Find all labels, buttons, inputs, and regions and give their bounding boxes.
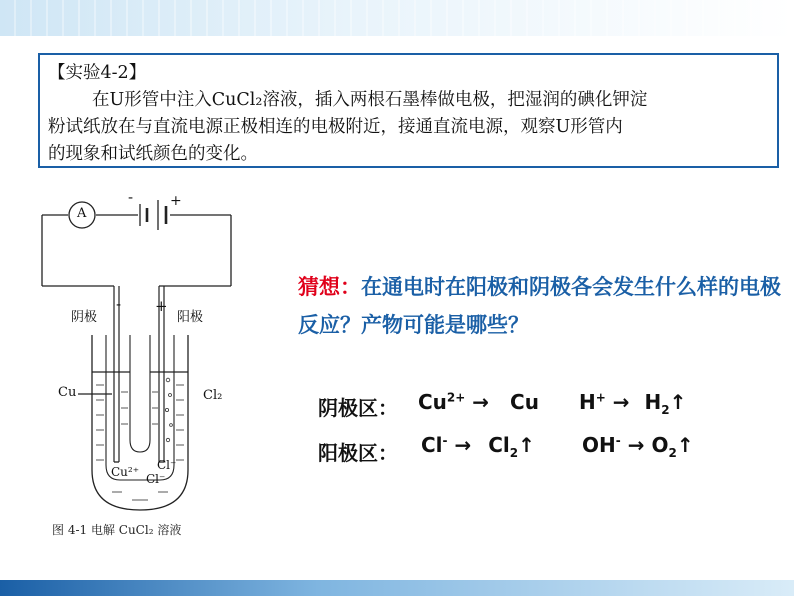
cathode-r2-charge: + (595, 390, 606, 405)
cathode-label: 阴极 (71, 310, 98, 325)
cathode-r2-gas: ↑ (669, 390, 687, 414)
cathode-r1-left: Cu (418, 390, 447, 414)
anode-r1-right: Cl (488, 433, 510, 457)
cathode-r2-left: H (579, 390, 596, 414)
experiment-line-1 (48, 87, 769, 114)
hypothesis-label: 猜想： (298, 275, 361, 299)
anode-r1-sub: 2 (509, 446, 519, 460)
u-tube-outer (92, 335, 188, 510)
anode-r1-gas: ↑ (518, 433, 535, 457)
anode-region-label: 阳极区： (318, 441, 398, 465)
experiment-line-1-text: 在U形管中注入CuCl₂溶液，插入两根石墨棒做电极，把湿润的碘化钾淀 (92, 90, 648, 110)
anode-label: 阳极 (177, 310, 204, 325)
anode-reaction-1 (421, 433, 535, 460)
cathode-reaction-2 (579, 390, 686, 417)
cathode-r1-right: Cu (510, 390, 539, 414)
anode-r1-left: Cl (421, 433, 443, 457)
experiment-line-2: 粉试纸放在与直流电源正极相连的电极附近，接通直流电源，观察U形管内 (48, 117, 623, 137)
cathode-r1-charge: 2+ (446, 390, 466, 405)
cathode-r2-right: H (644, 390, 662, 414)
solution-hatching (96, 385, 184, 500)
anode-reaction-2 (582, 433, 694, 460)
anode-r2-charge: - (615, 433, 621, 448)
ion-cl-label-a: Cl⁻ (157, 458, 177, 472)
anode-r2-sub: 2 (668, 446, 677, 460)
cathode-r2-sub: 2 (661, 403, 670, 417)
anode-r1-charge: - (442, 433, 448, 448)
cathode-region-label: 阴极区： (318, 396, 398, 420)
gas-bubbles (165, 378, 172, 441)
hypothesis-text: 在通电时在阳极和阴极各会发生什么样的电极反应？产物可能是哪些？ (298, 275, 781, 337)
ammeter-label: A (77, 206, 87, 221)
cathode-sign: - (116, 295, 122, 313)
ion-cl-label-b: Cl⁻ (146, 472, 166, 486)
figure-caption: 图 4-1 电解 CuCl₂ 溶液 (52, 523, 182, 537)
anode-r1-arrow: → (454, 433, 472, 457)
anode-sign: + (155, 297, 168, 315)
experiment-title: 【实验4-2】 (48, 63, 147, 83)
anode-r2-gas: ↑ (676, 433, 694, 457)
experiment-box (38, 53, 779, 168)
anode-r2-right: O (651, 433, 669, 457)
anode-r2-left: OH (582, 433, 616, 457)
battery-minus-label: - (128, 188, 134, 206)
cathode-r1-arrow: → (472, 390, 490, 414)
cathode-reaction-1 (418, 390, 539, 414)
cu-electrode-label: Cu (58, 385, 77, 400)
cl2-label: Cl₂ (203, 388, 223, 403)
u-tube-inner-arch (130, 335, 150, 452)
anode-r2-arrow: → (627, 433, 645, 457)
hypothesis (298, 268, 783, 344)
cathode-r2-arrow: → (612, 390, 630, 414)
header-banner (0, 0, 794, 36)
footer-banner (0, 580, 794, 596)
battery-plus-label: + (170, 193, 182, 209)
header-stripes (0, 0, 794, 36)
experiment-line-3: 的现象和试纸颜色的变化。 (48, 144, 258, 164)
ion-cu-label: Cu²⁺ (111, 465, 140, 479)
